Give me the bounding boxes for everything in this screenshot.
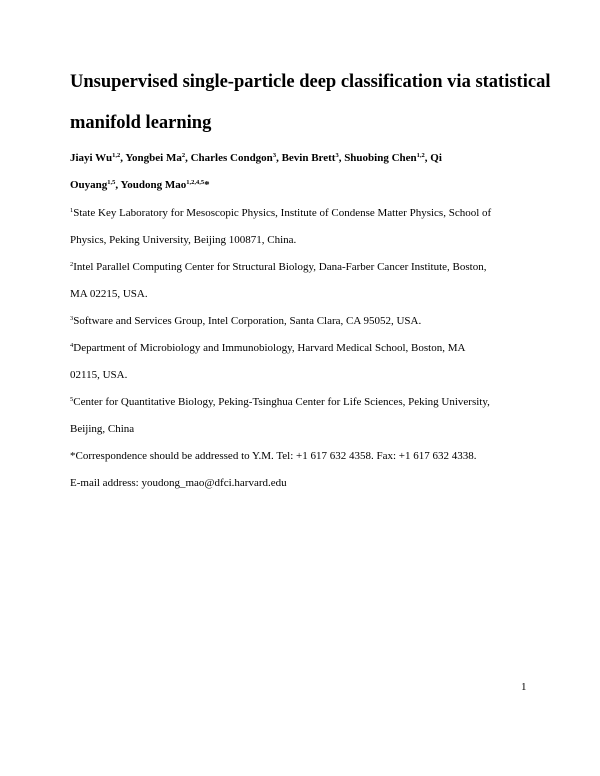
author-affiliation: 2 <box>181 152 186 159</box>
affiliation-number: 2 <box>70 261 74 268</box>
affiliation-4: $^4$Department of Microbiology and Immunobiology, Harvard Medical School, Boston, MA <box>70 342 466 354</box>
author-name: Shuobing Chen <box>344 152 417 164</box>
author-affiliation: 1,2,4,5 <box>186 179 205 186</box>
affiliation-5: $^5$Center for Quantitative Biology, Peking-Tsinghua Center for Life Sciences, Peking University, <box>70 396 490 408</box>
affiliation-number: 5 <box>70 396 74 403</box>
affiliation-3: $^3$Software and Services Group, Intel Corporation, Santa Clara, CA 95052, USA. <box>70 315 422 327</box>
author-name: Bevin Brett <box>281 152 336 164</box>
affiliation-2-cont: MA 02215, USA. <box>70 288 148 300</box>
author-list-line-2: Ouyang$^{1,5}$, Youdong Mao$^{1,2,4,5}$* <box>70 179 210 191</box>
page-number: 1 <box>521 681 527 693</box>
email-address: E-mail address: youdong_mao@dfci.harvard.edu <box>70 477 287 489</box>
author-affiliation: 3 <box>335 152 339 159</box>
paper-title-line-1: Unsupervised single-particle deep classification via statistical <box>70 72 551 92</box>
paper-title-line-2: manifold learning <box>70 113 212 133</box>
author-list-line-1: Jiayi Wu$^{1,2}$, Yongbei Ma$^2$, Charles Condgon$^3$, Bevin Brett$^3$, Shuobing Chen$^{1,2}$, Qi <box>70 152 442 164</box>
author-name: Youdong Mao <box>120 179 187 191</box>
affiliation-number: 3 <box>70 315 74 322</box>
author-affiliation: 1,2 <box>416 152 425 159</box>
affiliation-4-cont: 02115, USA. <box>70 369 128 381</box>
correspondence-note: *Correspondence should be addressed to Y.M. Tel: +1 617 632 4358. Fax: +1 617 632 4338. <box>70 450 477 462</box>
affiliation-number: 1 <box>70 207 74 214</box>
affiliation-2: $^2$Intel Parallel Computing Center for Structural Biology, Dana-Farber Cancer Institute, Boston, <box>70 261 487 273</box>
affiliation-1-cont: Physics, Peking University, Beijing 100871, China. <box>70 234 297 246</box>
affiliation-1: $^1$State Key Laboratory for Mesoscopic Physics, Institute of Condense Matter Physics, School of <box>70 207 492 219</box>
author-name: Yongbei Ma <box>125 152 182 164</box>
affiliation-number: 4 <box>70 342 74 349</box>
author-affiliation: 1,2 <box>112 152 121 159</box>
author-name: Ouyang <box>70 179 108 191</box>
affiliation-5-cont: Beijing, China <box>70 423 135 435</box>
author-name: Jiayi Wu <box>70 152 113 164</box>
author-affiliation: 3 <box>272 152 277 159</box>
author-affiliation: 1,5 <box>107 179 116 186</box>
author-name: Charles Condgon <box>190 152 273 164</box>
